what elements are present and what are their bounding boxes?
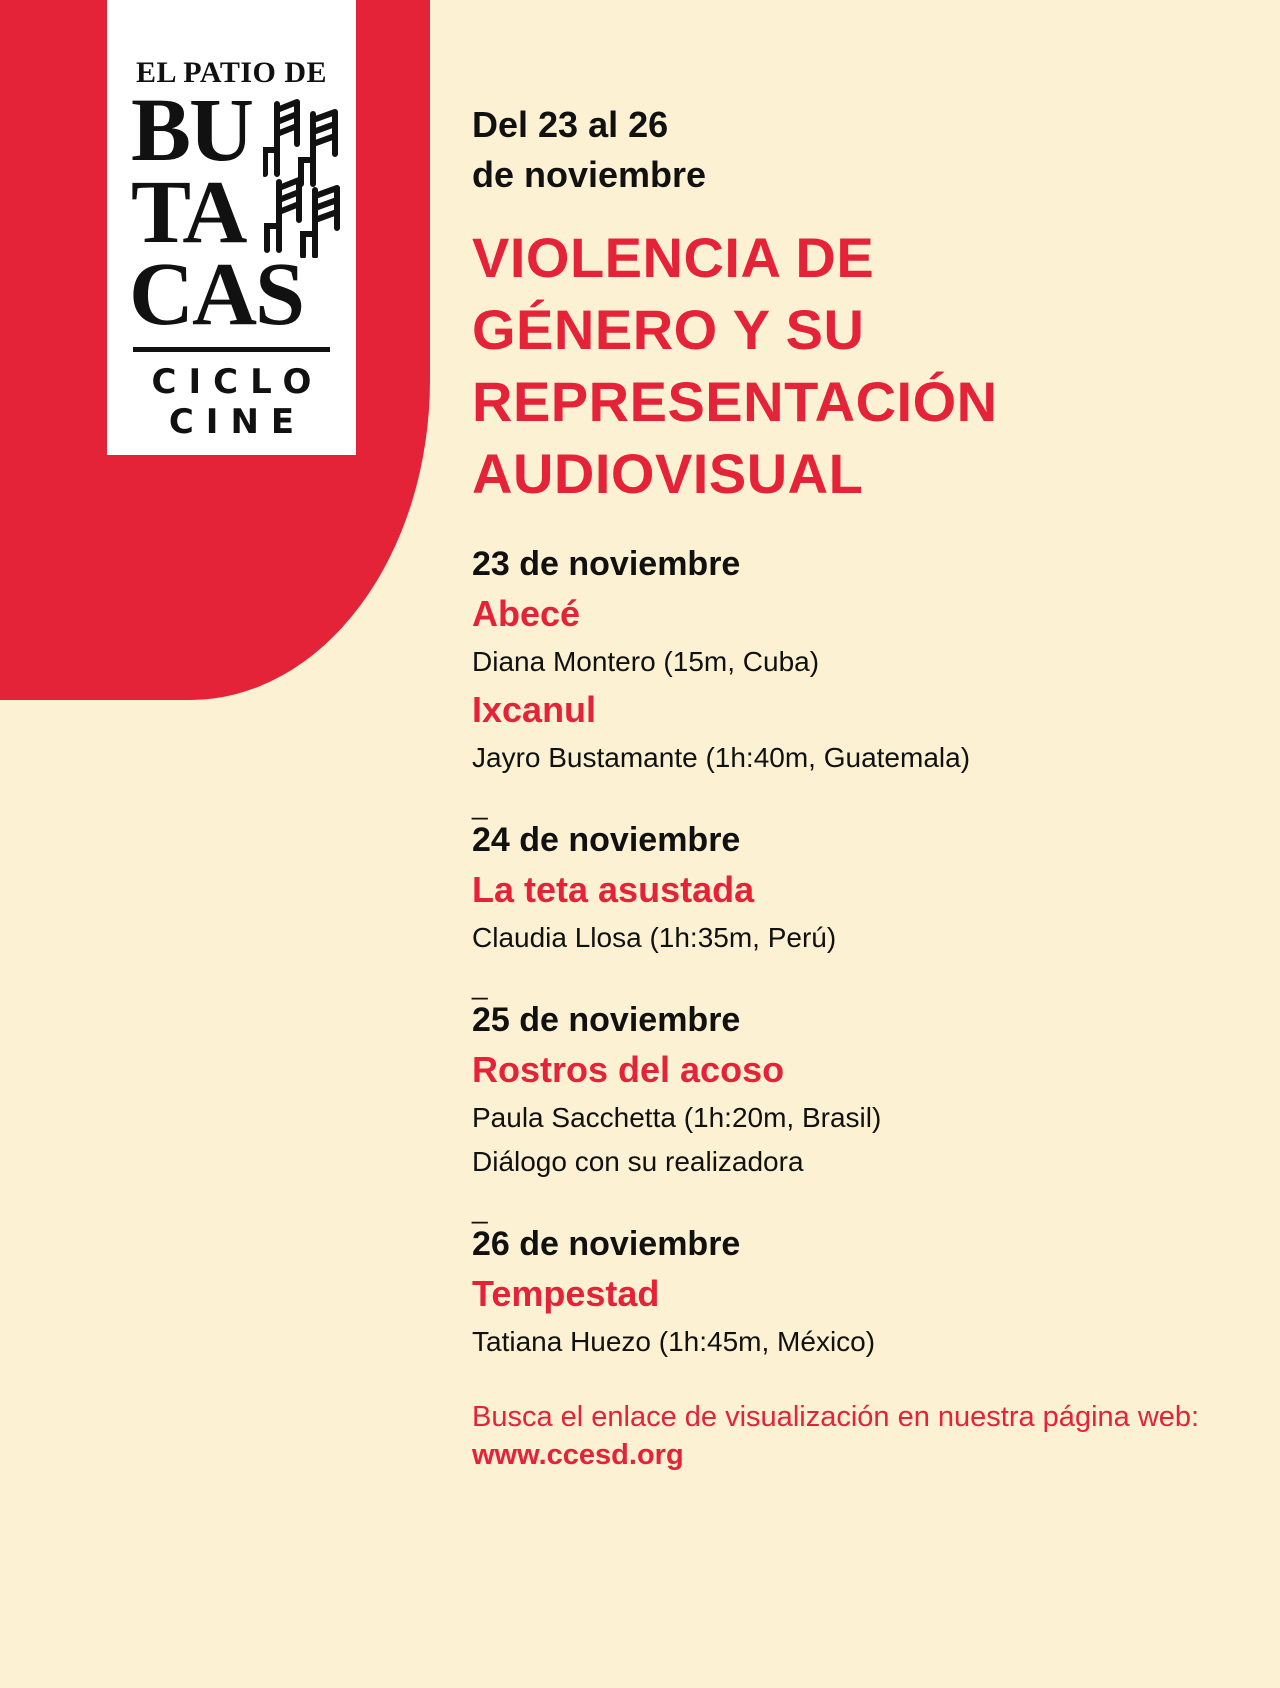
title-line-4: AUDIOVISUAL [472, 442, 864, 505]
title-line-1: VIOLENCIA DE [472, 226, 875, 289]
chairs-icon [263, 98, 343, 258]
film-details: Tatiana Huezo (1h:45m, México) [472, 1326, 876, 1357]
film-note: Diálogo con su realizadora [472, 1146, 804, 1177]
logo-line-2: TA [131, 163, 246, 262]
website-link[interactable]: www.ccesd.org [472, 1439, 684, 1471]
film-details: Jayro Bustamante (1h:40m, Guatemala) [472, 742, 971, 773]
film-title: Abecé [472, 593, 581, 634]
day-separator: _ [472, 969, 488, 1000]
footer-text: Busca el enlace de visualización en nuestra página web: [472, 1401, 1200, 1433]
logo-top-line: EL PATIO DE [135, 56, 328, 89]
program-list [472, 540, 1262, 1364]
film-details: Claudia Llosa (1h:35m, Perú) [472, 922, 837, 953]
el-patio-de-butacas-logo [107, 0, 356, 455]
program-day [472, 540, 1262, 780]
program-date: 24 de noviembre [472, 821, 741, 859]
event-dates [472, 100, 1262, 200]
logo-cine: CINE [168, 402, 307, 442]
event-title [472, 222, 1262, 510]
event-content [472, 100, 1262, 1474]
film-title: Tempestad [472, 1273, 660, 1314]
program-day [472, 969, 1262, 1184]
dates-line-2: de noviembre [472, 154, 707, 195]
logo-ciclo: CICLO [151, 362, 324, 402]
title-line-3: REPRESENTACIÓN [472, 370, 998, 433]
dates-line-1: Del 23 al 26 [472, 104, 669, 145]
program-date: 23 de noviembre [472, 545, 741, 583]
logo-divider [133, 347, 330, 352]
film-title: Ixcanul [472, 689, 597, 730]
program-day [472, 789, 1262, 960]
title-line-2: GÉNERO Y SU [472, 298, 865, 361]
day-separator: _ [472, 1193, 488, 1224]
program-date: 25 de noviembre [472, 1001, 741, 1039]
film-details: Diana Montero (15m, Cuba) [472, 646, 820, 677]
program-date: 26 de noviembre [472, 1225, 741, 1263]
logo-line-1: BU [131, 81, 253, 180]
film-details: Paula Sacchetta (1h:20m, Brasil) [472, 1102, 882, 1133]
logo-line-3: CAS [129, 245, 304, 344]
film-title: La teta asustada [472, 869, 755, 910]
day-separator: _ [472, 789, 488, 820]
program-day [472, 1193, 1262, 1364]
film-title: Rostros del acoso [472, 1049, 785, 1090]
footer-note [472, 1398, 1262, 1474]
